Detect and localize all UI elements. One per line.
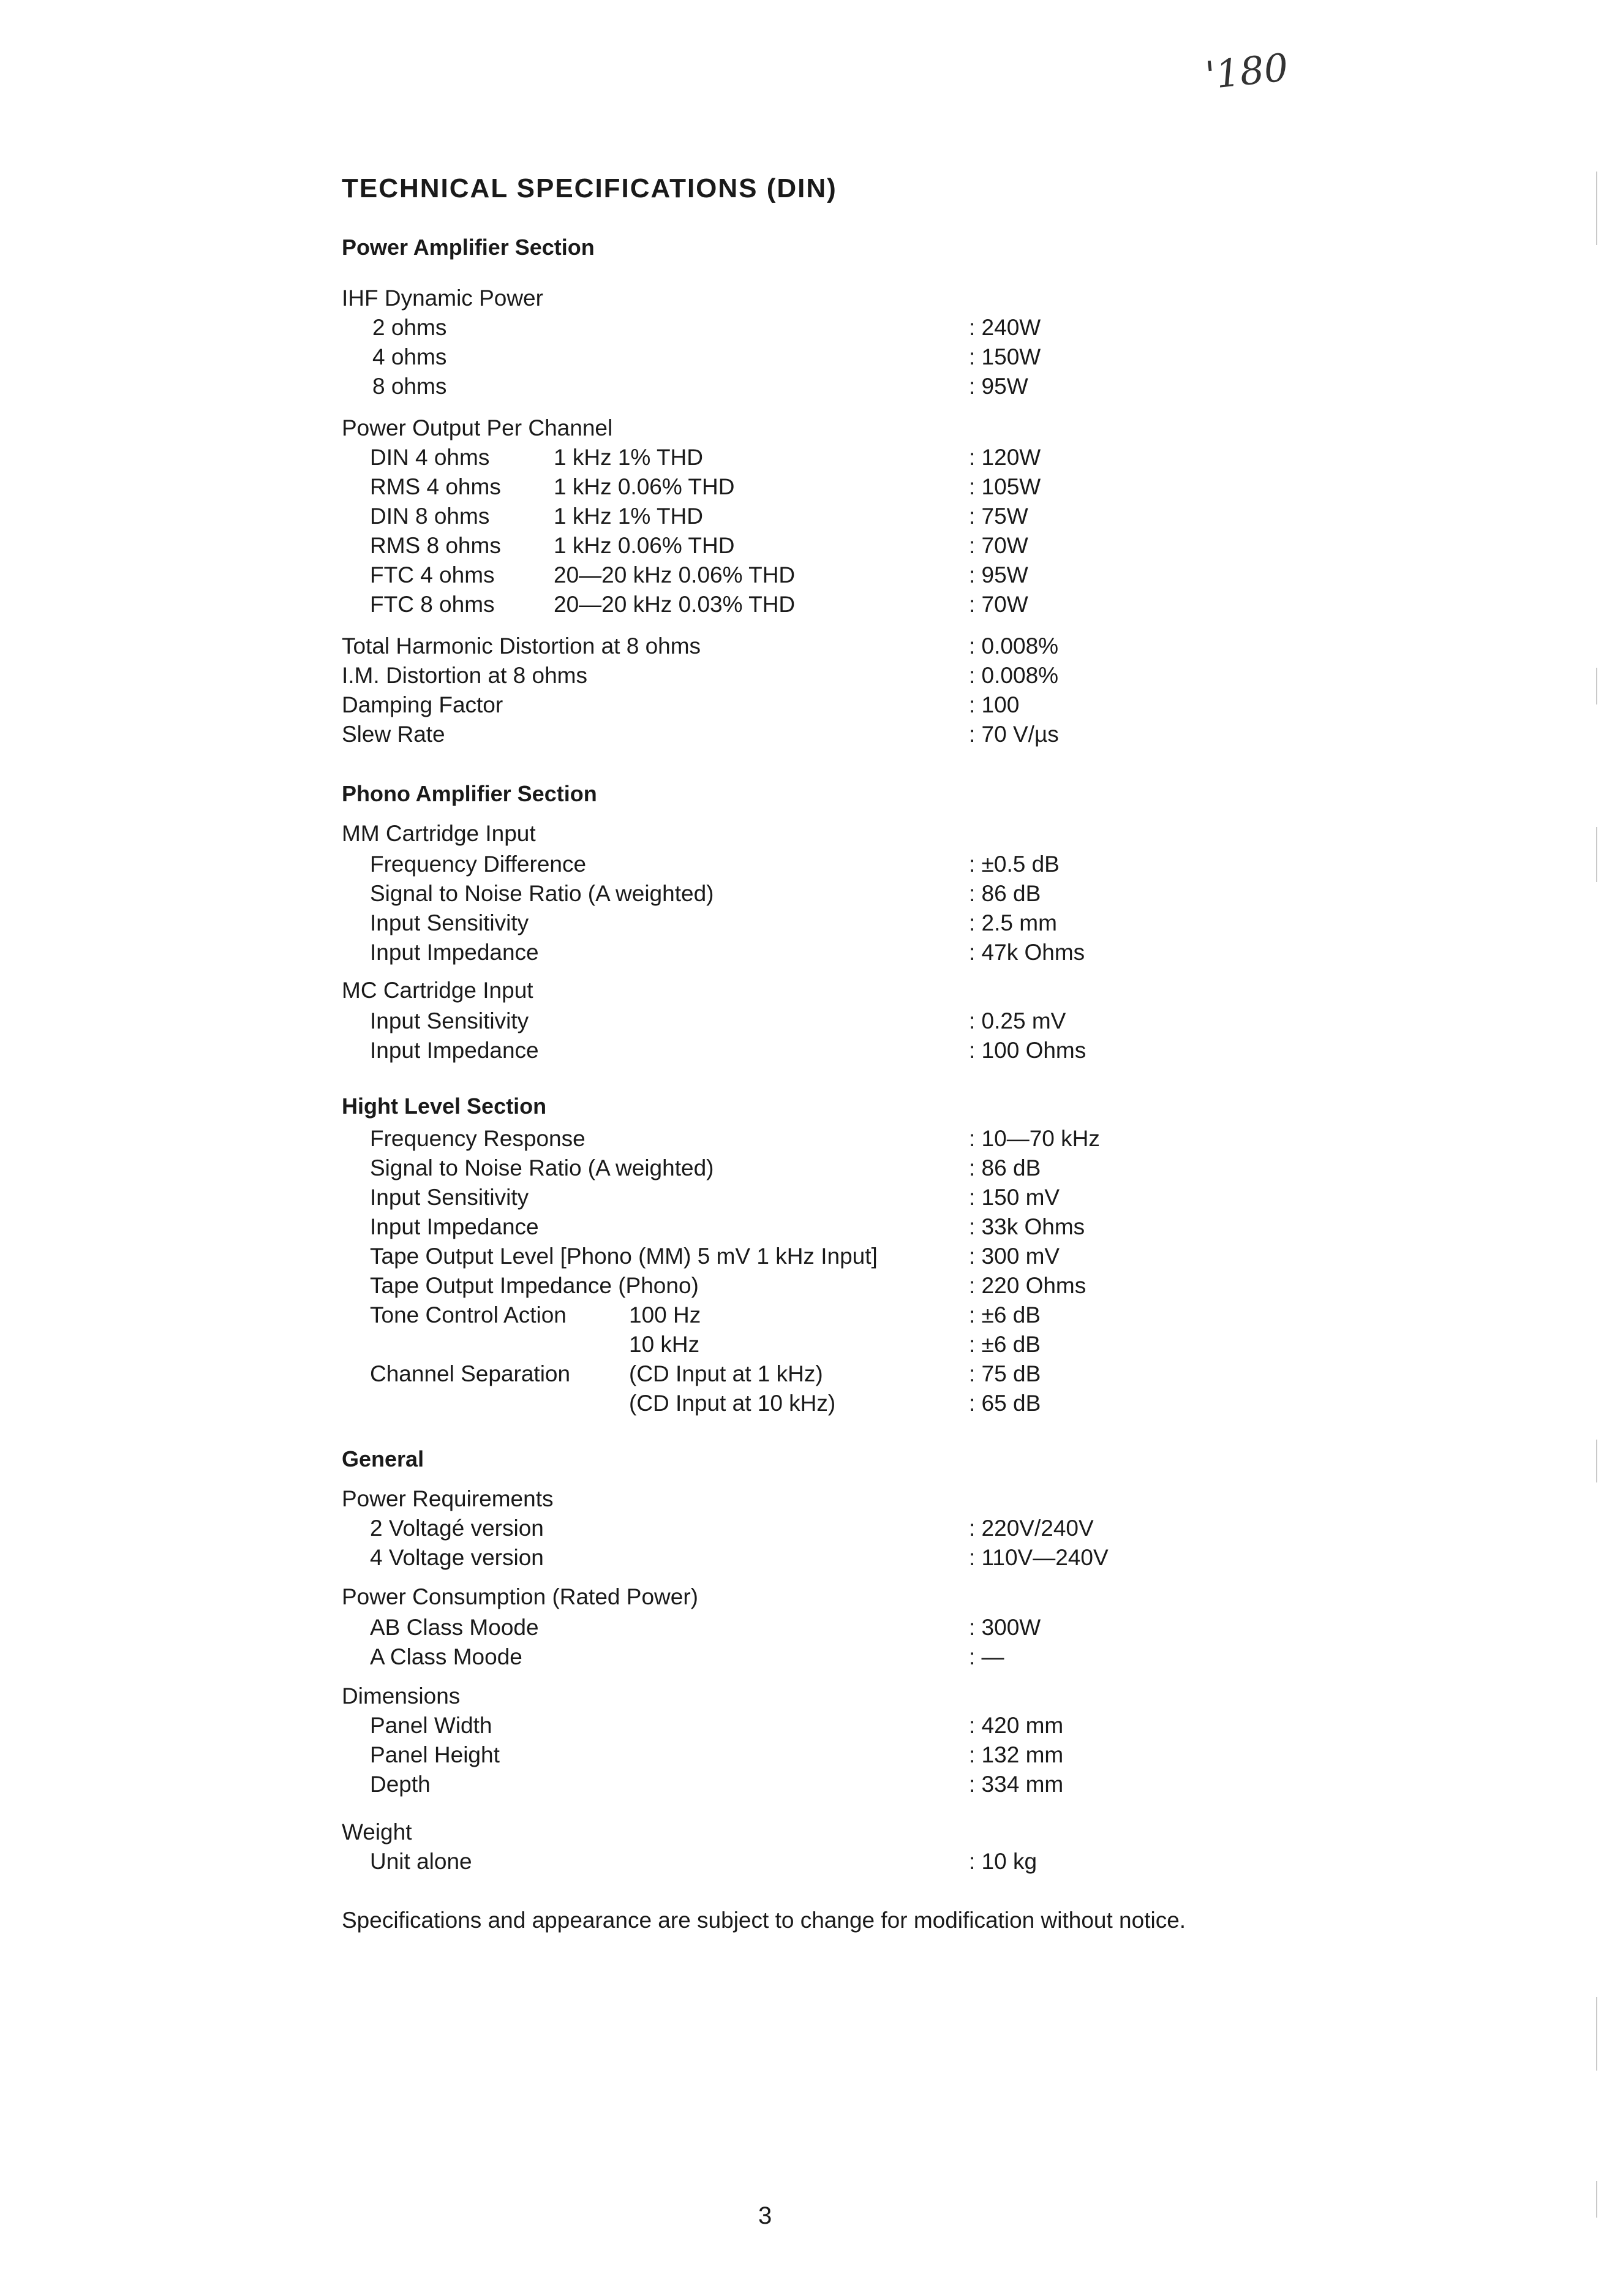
- spec-row: [0, 1183, 1623, 1212]
- spec-row: [0, 1740, 1623, 1770]
- spec-value: : 95W: [969, 374, 1028, 399]
- spec-value: : 120W: [969, 445, 1041, 470]
- spec-condition: 1 kHz 1% THD: [554, 445, 703, 470]
- spec-row: [0, 1847, 1623, 1876]
- handwritten-corner-mark: '180: [1203, 45, 1290, 98]
- spec-label: AB Class Moode: [370, 1615, 539, 1640]
- spec-value: : 100 Ohms: [969, 1038, 1086, 1063]
- page-number: 3: [758, 2202, 772, 2229]
- spec-row: [0, 1711, 1623, 1740]
- spec-label: 2 ohms: [372, 315, 447, 340]
- weight-label: Weight: [342, 1819, 412, 1845]
- spec-value: : 70W: [969, 592, 1028, 617]
- spec-row: [0, 1154, 1623, 1183]
- scan-edge-mark: [1596, 2181, 1597, 2218]
- page-title: TECHNICAL SPECIFICATIONS (DIN): [342, 173, 837, 203]
- spec-label: RMS 4 ohms: [370, 474, 501, 499]
- spec-condition: 1 kHz 0.06% THD: [554, 474, 735, 499]
- spec-label: Input Sensitivity: [370, 910, 529, 935]
- general-heading: General: [342, 1446, 424, 1471]
- scan-edge-mark: [1596, 1997, 1597, 2071]
- spec-row: [0, 531, 1623, 561]
- spec-label: A Class Moode: [370, 1644, 522, 1669]
- power-output-per-channel-label: Power Output Per Channel: [342, 415, 613, 440]
- spec-value: : 334 mm: [969, 1772, 1064, 1797]
- scan-edge-mark: [1596, 172, 1597, 245]
- spec-value: : 70 V/µs: [969, 722, 1059, 747]
- footnote: Specifications and appearance are subject to change for modification without notice.: [342, 1908, 1186, 1933]
- spec-condition: 20—20 kHz 0.03% THD: [554, 592, 796, 617]
- mm-cartridge-label: MM Cartridge Input: [342, 821, 536, 846]
- spec-row: [0, 1642, 1623, 1672]
- spec-value: : ±0.5 dB: [969, 852, 1060, 877]
- power-consumption-label: Power Consumption (Rated Power): [342, 1584, 698, 1609]
- spec-value: : 100: [969, 692, 1020, 717]
- spec-row: [0, 472, 1623, 502]
- spec-condition: (CD Input at 10 kHz): [629, 1391, 836, 1416]
- spec-row: [0, 1036, 1623, 1065]
- spec-value: : 70W: [969, 533, 1028, 558]
- spec-label: I.M. Distortion at 8 ohms: [342, 663, 587, 688]
- spec-row: [0, 1124, 1623, 1154]
- spec-label: Input Impedance: [370, 1038, 539, 1063]
- spec-label: Input Sensitivity: [370, 1008, 529, 1033]
- spec-value: : 240W: [969, 315, 1041, 340]
- spec-row: [0, 850, 1623, 879]
- spec-label: Tone Control Action: [370, 1302, 567, 1327]
- spec-value: : 10—70 kHz: [969, 1126, 1100, 1151]
- high-level-heading: Hight Level Section: [342, 1093, 547, 1119]
- spec-value: : 0.008%: [969, 633, 1059, 659]
- spec-row: [0, 1212, 1623, 1242]
- spec-condition: 10 kHz: [629, 1332, 700, 1357]
- spec-label: Signal to Noise Ratio (A weighted): [370, 881, 714, 906]
- spec-label: Input Impedance: [370, 940, 539, 965]
- spec-label: Frequency Response: [370, 1126, 586, 1151]
- spec-row: [0, 443, 1623, 472]
- spec-label: Panel Width: [370, 1713, 492, 1738]
- spec-condition: 100 Hz: [629, 1302, 701, 1327]
- spec-row: [0, 661, 1623, 690]
- scan-edge-mark: [1596, 668, 1597, 704]
- spec-row: [0, 342, 1623, 372]
- spec-value: : 220 Ohms: [969, 1273, 1086, 1298]
- spec-label: DIN 4 ohms: [370, 445, 490, 470]
- spec-value: : 300 mV: [969, 1244, 1060, 1269]
- spec-row: [0, 1301, 1623, 1330]
- spec-value: : 300W: [969, 1615, 1041, 1640]
- spec-label: FTC 4 ohms: [370, 562, 495, 587]
- spec-value: : ±6 dB: [969, 1302, 1041, 1327]
- spec-row: [0, 1359, 1623, 1389]
- scan-edge-mark: [1596, 827, 1597, 882]
- spec-row: [0, 908, 1623, 938]
- spec-value: : ±6 dB: [969, 1332, 1041, 1357]
- power-amplifier-heading: Power Amplifier Section: [342, 235, 595, 260]
- spec-label: Input Impedance: [370, 1214, 539, 1239]
- spec-row: [0, 879, 1623, 908]
- spec-label: Tape Output Impedance (Phono): [370, 1273, 699, 1298]
- spec-row: [0, 1006, 1623, 1036]
- spec-row: [0, 1389, 1623, 1418]
- spec-condition: (CD Input at 1 kHz): [629, 1361, 823, 1386]
- spec-value: : 220V/240V: [969, 1516, 1094, 1541]
- scan-edge-mark: [1596, 1440, 1597, 1482]
- ihf-dynamic-power-label: IHF Dynamic Power: [342, 285, 543, 311]
- spec-value: : 105W: [969, 474, 1041, 499]
- spec-label: Tape Output Level [Phono (MM) 5 mV 1 kHz Input]: [370, 1244, 878, 1269]
- spec-value: : 75 dB: [969, 1361, 1041, 1386]
- spec-row: [0, 1770, 1623, 1799]
- spec-label: 8 ohms: [372, 374, 447, 399]
- spec-row: [0, 561, 1623, 590]
- spec-value: : 0.25 mV: [969, 1008, 1066, 1033]
- spec-value: : —: [969, 1644, 1004, 1669]
- spec-row: [0, 938, 1623, 967]
- spec-value: : 150W: [969, 344, 1041, 369]
- spec-label: Slew Rate: [342, 722, 445, 747]
- spec-row: [0, 502, 1623, 531]
- spec-value: : 95W: [969, 562, 1028, 587]
- spec-label: Channel Separation: [370, 1361, 571, 1386]
- mc-cartridge-label: MC Cartridge Input: [342, 978, 533, 1003]
- spec-label: Damping Factor: [342, 692, 503, 717]
- spec-value: : 150 mV: [969, 1185, 1060, 1210]
- spec-label: Total Harmonic Distortion at 8 ohms: [342, 633, 701, 659]
- spec-row: [0, 1514, 1623, 1543]
- spec-row: [0, 690, 1623, 720]
- spec-row: [0, 1330, 1623, 1359]
- spec-row: [0, 1271, 1623, 1301]
- spec-row: [0, 632, 1623, 661]
- spec-label: 4 Voltage version: [370, 1545, 544, 1570]
- spec-label: Input Sensitivity: [370, 1185, 529, 1210]
- spec-value: : 10 kg: [969, 1849, 1037, 1874]
- spec-value: : 86 dB: [969, 881, 1041, 906]
- power-requirements-label: Power Requirements: [342, 1486, 554, 1511]
- spec-label: 4 ohms: [372, 344, 447, 369]
- spec-value: : 86 dB: [969, 1155, 1041, 1180]
- spec-condition: 20—20 kHz 0.06% THD: [554, 562, 796, 587]
- dimensions-label: Dimensions: [342, 1683, 461, 1709]
- spec-row: [0, 1242, 1623, 1271]
- spec-condition: 1 kHz 1% THD: [554, 504, 703, 529]
- spec-row: [0, 720, 1623, 749]
- phono-amplifier-heading: Phono Amplifier Section: [342, 781, 597, 806]
- spec-value: : 2.5 mm: [969, 910, 1057, 935]
- spec-label: Depth: [370, 1772, 431, 1797]
- spec-row: [0, 313, 1623, 342]
- spec-value: : 65 dB: [969, 1391, 1041, 1416]
- spec-label: DIN 8 ohms: [370, 504, 490, 529]
- spec-value: : 0.008%: [969, 663, 1059, 688]
- spec-row: [0, 1543, 1623, 1573]
- spec-condition: 1 kHz 0.06% THD: [554, 533, 735, 558]
- spec-label: Frequency Difference: [370, 852, 587, 877]
- spec-label: FTC 8 ohms: [370, 592, 495, 617]
- spec-row: [0, 590, 1623, 619]
- spec-value: : 420 mm: [969, 1713, 1064, 1738]
- spec-label: Unit alone: [370, 1849, 472, 1874]
- spec-value: : 33k Ohms: [969, 1214, 1085, 1239]
- spec-label: Signal to Noise Ratio (A weighted): [370, 1155, 714, 1180]
- spec-value: : 110V—240V: [969, 1545, 1109, 1570]
- spec-label: RMS 8 ohms: [370, 533, 501, 558]
- spec-label: 2 Voltagé version: [370, 1516, 544, 1541]
- spec-value: : 132 mm: [969, 1742, 1064, 1767]
- spec-label: Panel Height: [370, 1742, 500, 1767]
- spec-row: [0, 372, 1623, 401]
- spec-value: : 75W: [969, 504, 1028, 529]
- spec-row: [0, 1613, 1623, 1642]
- spec-value: : 47k Ohms: [969, 940, 1085, 965]
